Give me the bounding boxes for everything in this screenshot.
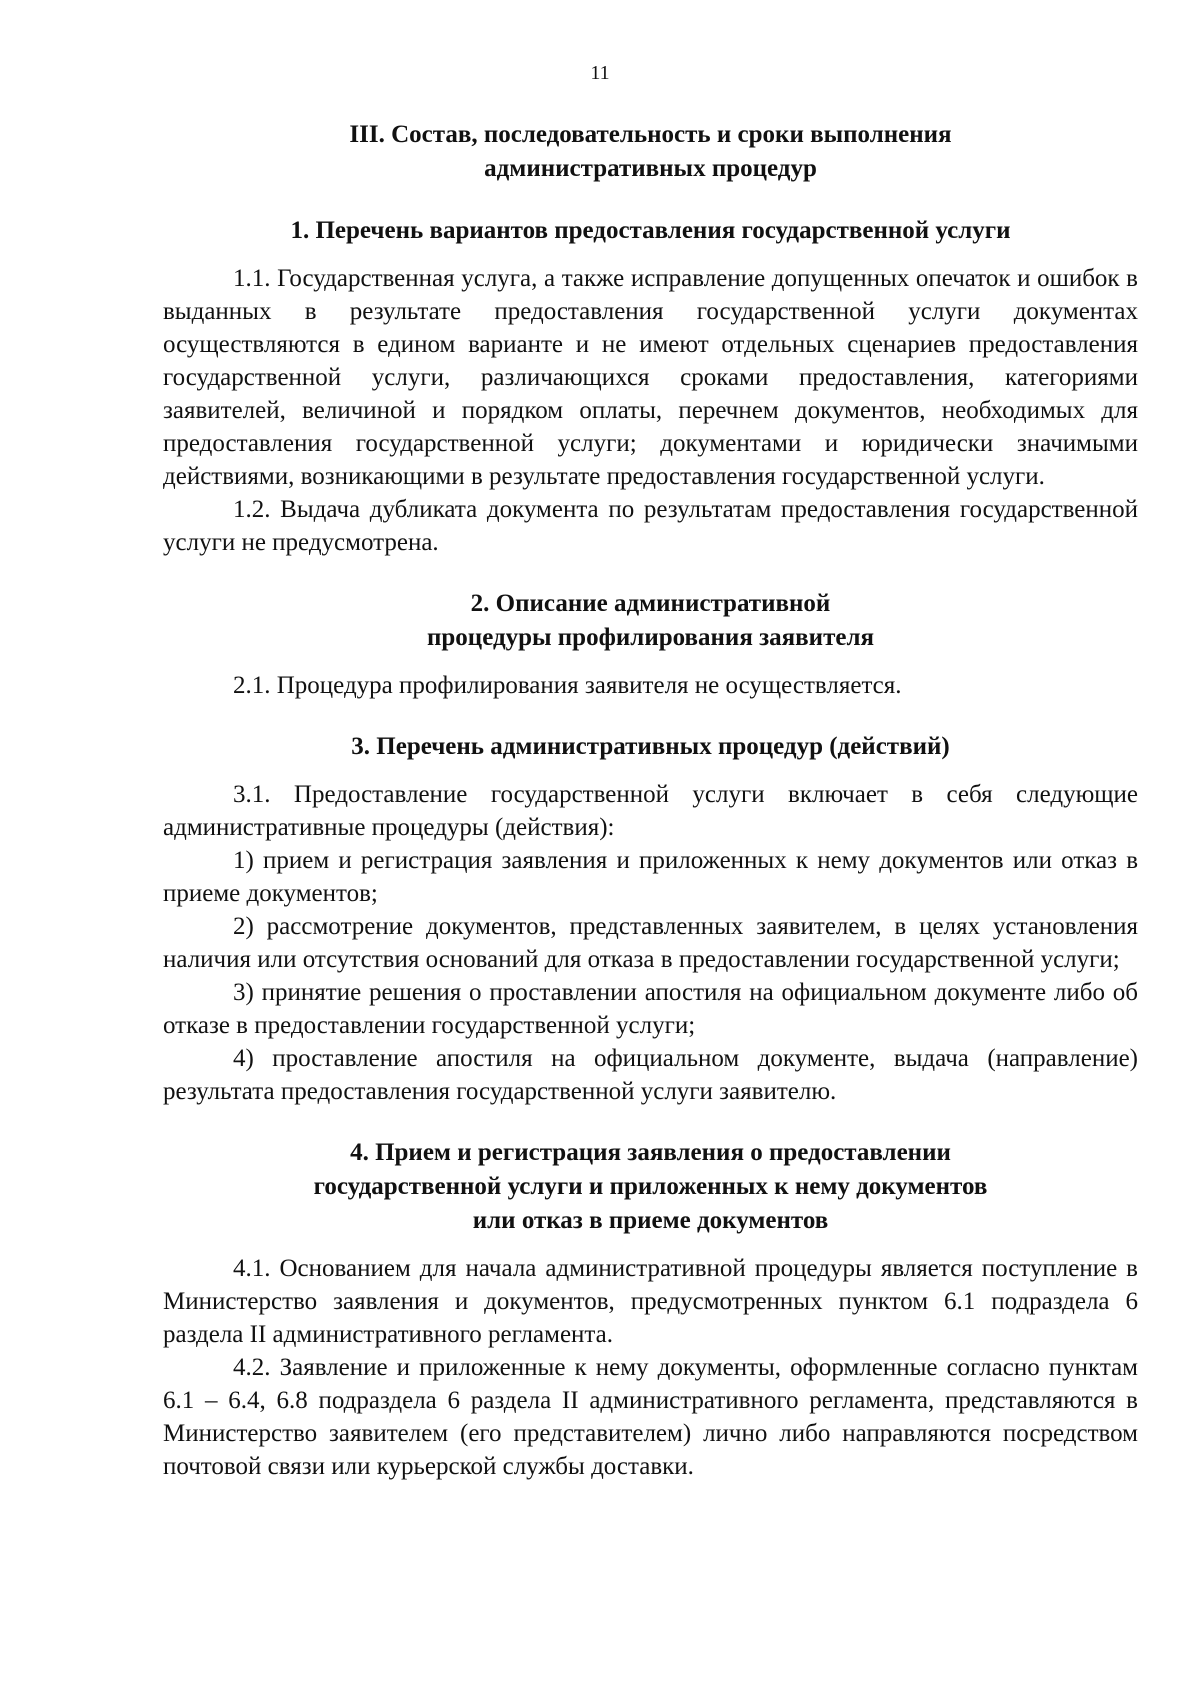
list-item-3-2: 2) рассмотрение документов, представленных заявителем, в целях установления наличия или отсутствия оснований для отказа в предоставлении государственной услуги; — [163, 913, 1138, 973]
section-heading-1: 1. Перечень вариантов предоставления государственной услуги — [290, 217, 1011, 244]
page-number: 11 — [590, 62, 610, 84]
paragraph-2-1: 2.1. Процедура профилирования заявителя не осуществляется. — [233, 672, 902, 699]
list-item-3-4: 4) проставление апостиля на официальном документе, выдача (направление) результата предоставления государственной услуги заявителю. — [163, 1045, 1138, 1105]
paragraph-1-1: 1.1. Государственная услуга, а также исправление допущенных опечаток и ошибок в выданных в результате предоставления государственной услуги документах осуществляются в едином варианте и не имеют отдельных сценариев предоставления государственной услуги, различающихся сроками предоставления, категориями заявителей, величиной и порядком оплаты, перечнем документов, необходимых для предоставления государственной услуги; документами и юридически значимыми действиями, возникающими в результате предоставления государственной услуги. — [163, 265, 1138, 490]
paragraph-4-2: 4.2. Заявление и приложенные к нему документы, оформленные согласно пунктам 6.1 – 6.4, 6.8 подраздела 6 раздела II административного регламента, представляются в Министерство заявителем (его представителем) лично либо направляются посредством почтовой связи или курьерской службы доставки. — [163, 1354, 1138, 1480]
paragraph-3-1: 3.1. Предоставление государственной услуги включает в себя следующие административные процедуры (действия): — [163, 781, 1138, 841]
section-heading-3: 3. Перечень административных процедур (действий) — [351, 733, 950, 760]
list-item-3-3: 3) принятие решения о проставлении апостиля на официальном документе либо об отказе в предоставлении государственной услуги; — [163, 979, 1138, 1039]
paragraph-1-2: 1.2. Выдача дубликата документа по результатам предоставления государственной услуги не предусмотрена. — [163, 496, 1138, 556]
paragraph-4-1: 4.1. Основанием для начала административной процедуры является поступление в Министерство заявления и документов, предусмотренных пунктом 6.1 подраздела 6 раздела II административного регламента. — [163, 1255, 1138, 1348]
section-heading-2: 2. Описание административной процедуры профилирования заявителя — [426, 590, 874, 651]
section-heading-4: 4. Прием и регистрация заявления о предоставлении государственной услуги и приложенных к нему документов или отказ в приеме документов — [313, 1139, 988, 1234]
chapter-title: III. Состав, последовательность и сроки выполнения административных процедур — [349, 121, 952, 182]
document-body — [163, 118, 1138, 1483]
list-item-3-1: 1) прием и регистрация заявления и приложенных к нему документов или отказ в приеме документов; — [163, 847, 1138, 907]
